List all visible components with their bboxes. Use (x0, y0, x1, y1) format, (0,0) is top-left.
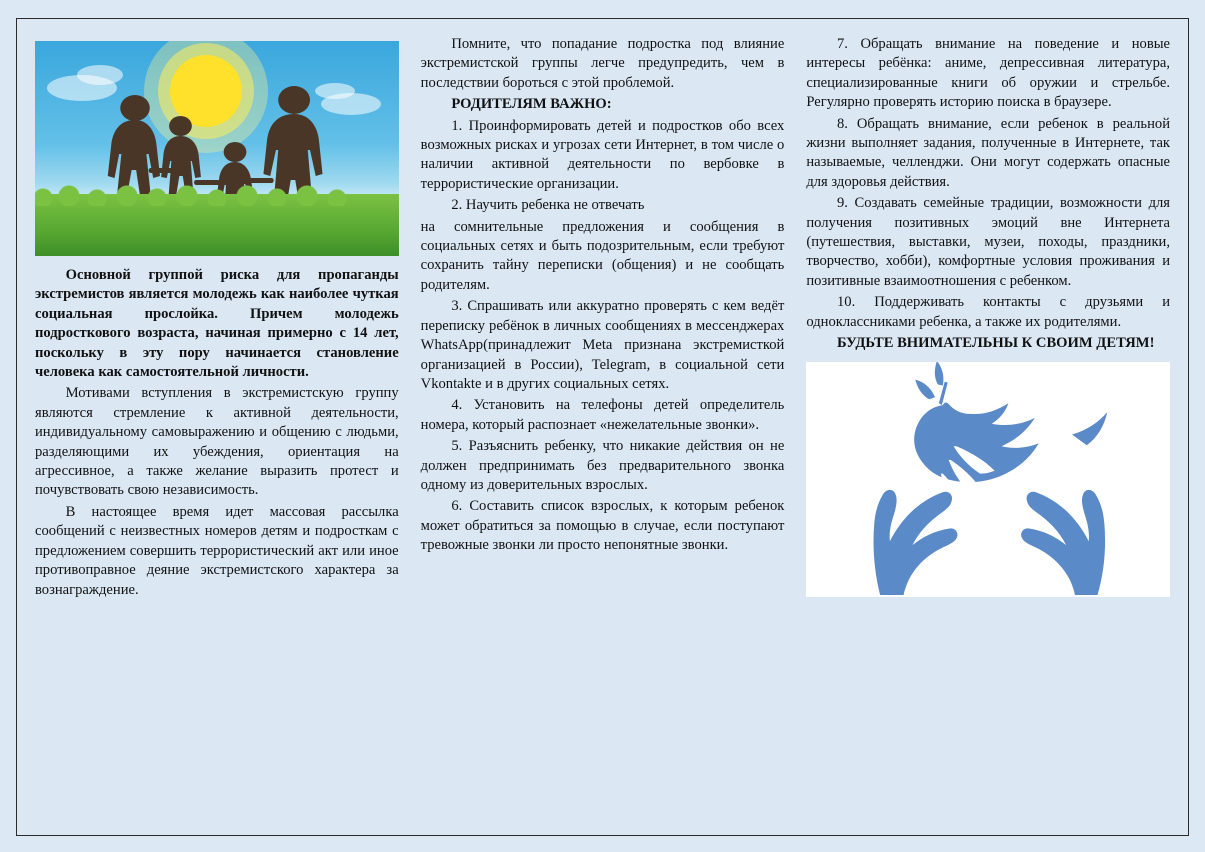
paragraph: В настоящее время идет массовая рассылка сообщений с неизвестных номеров детям и подросткам с предложением совершить террористический акт или иное противоправное деяние экстремистского характера за вознаграждение. (35, 503, 399, 598)
call-to-action: БУДЬТЕ ВНИМАТЕЛЬНЫ К СВОИМ ДЕТЯМ! (837, 335, 1155, 352)
column-middle (421, 35, 785, 821)
left-intro-bold (35, 266, 399, 382)
paragraph: Мотивами вступления в экстремистскую группу являются стремление к активной деятельности, индивидуальному самовыражению и общению с людьми, разделяющими их убеждения, ориентация на агрессивное, а также желание выразить протест и почувствовать свою независимость. (35, 385, 399, 499)
list-item: 1. Проинформировать детей и подростков обо всех возможных рисках и угрозах сети Интернет, в том числе о наличии активной деятельности по вербовке в террористические организации. (420, 117, 785, 192)
list-item: 10. Поддерживать контакты с друзьями и одноклассниками ребенка, а также их родителями. (806, 294, 1171, 330)
list-item: 2. Научить ребенка не отвечать (451, 197, 645, 214)
list-item: 7. Обращать внимание на поведение и новые интересы ребёнка: аниме, депрессивная литература, специализированные книги об оружии и стрельбе. Регулярно проверять историю поиска в браузере. (806, 36, 1171, 111)
leaflet-sheet (16, 18, 1189, 836)
dove-in-hands-icon (806, 362, 1170, 597)
list-item: 8. Обращать внимание, если ребенок в реальной жизни выполняет задания, полученные в Интернете, так называемые, челленджи. Они могут содержать опасные для здоровья действия. (806, 115, 1171, 190)
list-item: на сомнительные предложения и сообщения в социальных сетях и быть подозрительным, если требуют сохранить тайну переписки (общения) и не сообщать родителям. (420, 218, 785, 293)
paragraph: Помните, что попадание подростка под влияние экстремистской группы легче предупредить, чем в последствии бороться с этой проблемой. (420, 36, 785, 91)
grass-decoration (35, 194, 399, 256)
list-item: 4. Установить на телефоны детей определитель номера, который распознает «нежелательные звонки». (420, 397, 785, 433)
column-left (35, 35, 399, 821)
paragraph: Основной группой риска для пропаганды экстремистов является молодежь как наиболее чуткая социальная прослойка. Причем молодежь подросткового возраста, начиная примерно с 14 лет, поскольку в эту пору начинается становление человека как самостоятельной личности. (35, 267, 399, 381)
column-right (806, 35, 1170, 821)
family-illustration (35, 41, 399, 256)
list-item: 5. Разъяснить ребенку, что никакие действия он не должен предпринимать без предварительного звонка одному из доверительных взрослых. (420, 438, 785, 493)
list-item: 3. Спрашивать или аккуратно проверять с кем ведёт переписку ребёнок в личных сообщениях в мессенджерах WhatsApp(принадлежит Meta признана экстремисткой организацией в России), Telegram, в социальной сети Vkontakte и в других социальных сетях. (420, 298, 785, 392)
list-item: 6. Составить список взрослых, к которым ребенок может обратиться за помощью в случае, если поступают тревожные звонки ли просто непонятные звонки. (420, 498, 785, 554)
dove-illustration (806, 362, 1170, 597)
list-item: 9. Создавать семейные традиции, возможности для получения позитивных эмоций вне Интернета (путешествия, выставки, музеи, походы, праздники, творчество, хобби), комфортные условия проживания и позитивные взаимоотношения с ребенком. (806, 195, 1171, 289)
section-heading: РОДИТЕЛЯМ ВАЖНО: (451, 96, 612, 113)
